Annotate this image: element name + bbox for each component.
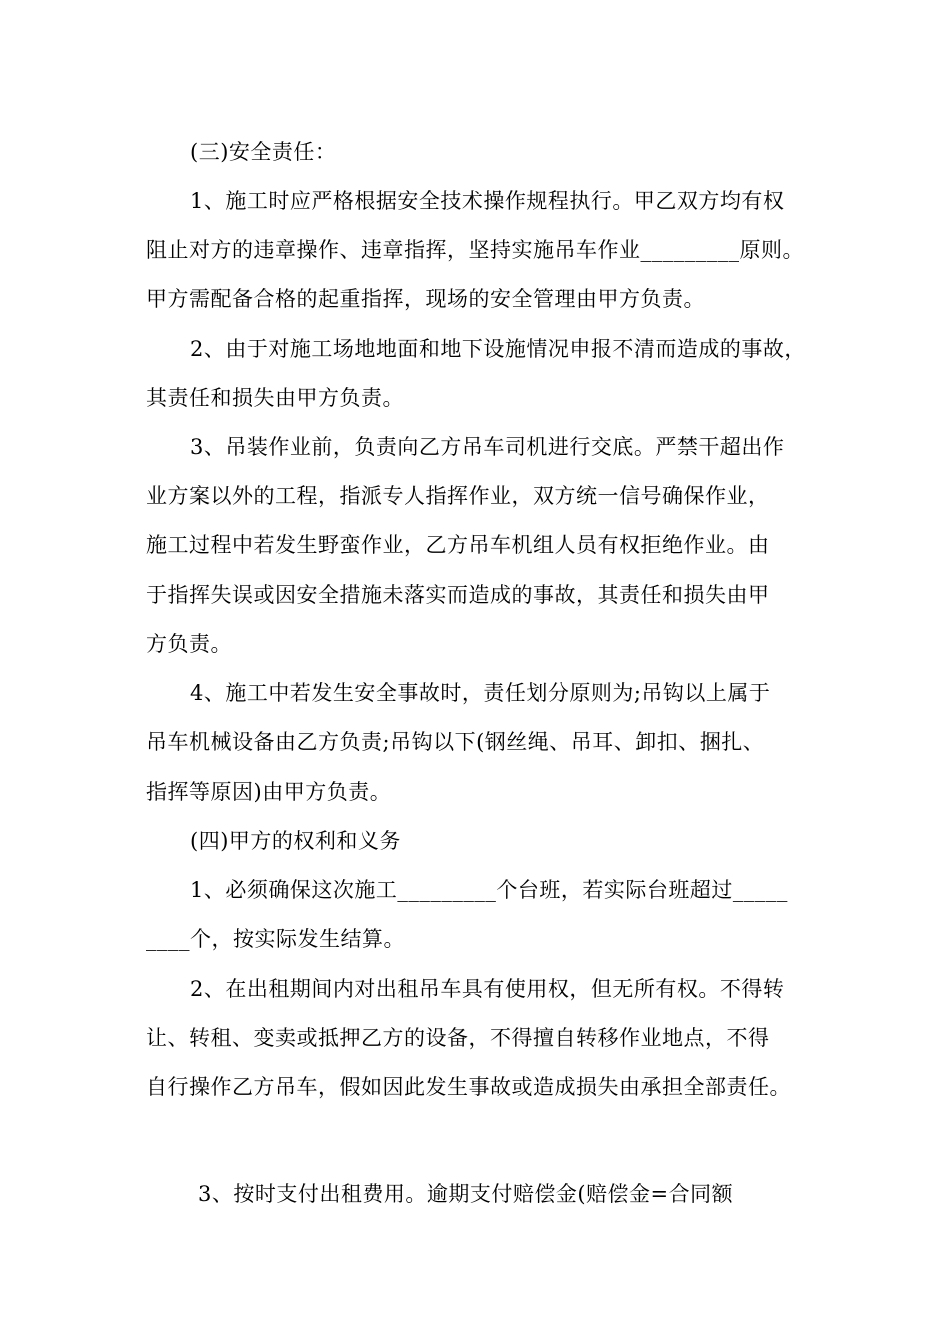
section-heading-safety: (三)安全责任： <box>190 140 337 164</box>
paragraph-line: 于指挥失误或因安全措施未落实而造成的事故，其责任和损失由甲 <box>146 583 770 607</box>
paragraph-line: 1、施工时应严格根据安全技术操作规程执行。甲乙双方均有权 <box>190 189 785 213</box>
paragraph-line: 方负责。 <box>146 632 232 656</box>
paragraph-line: ____个，按实际发生结算。 <box>146 927 405 951</box>
paragraph-line: 吊车机械设备由乙方负责;吊钩以下(钢丝绳、吊耳、卸扣、捆扎、 <box>146 730 765 754</box>
paragraph-line: 其责任和损失由甲方负责。 <box>146 386 404 410</box>
paragraph-line: 业方案以外的工程，指派专人指挥作业，双方统一信号确保作业， <box>146 484 770 508</box>
paragraph-line: 3、按时支付出租费用。逾期支付赔偿金(赔偿金=合同额 <box>198 1182 734 1206</box>
paragraph-line: 指挥等原因)由甲方负责。 <box>146 780 392 804</box>
paragraph-line: 1、必须确保这次施工_________个台班，若实际台班超过_____ <box>190 878 788 902</box>
paragraph-line: 3、吊装作业前，负责向乙方吊车司机进行交底。严禁干超出作 <box>190 435 785 459</box>
paragraph-line: 让、转租、变卖或抵押乙方的设备，不得擅自转移作业地点，不得 <box>146 1026 770 1050</box>
paragraph-line: 甲方需配备合格的起重指挥，现场的安全管理由甲方负责。 <box>146 287 705 311</box>
paragraph-line: 施工过程中若发生野蛮作业，乙方吊车机组人员有权拒绝作业。由 <box>146 533 770 557</box>
paragraph-line: 2、由于对施工场地地面和地下设施情况申报不清而造成的事故， <box>190 337 806 361</box>
paragraph-line: 4、施工中若发生安全事故时，责任划分原则为;吊钩以上属于 <box>190 681 771 705</box>
section-heading-party-a-rights: (四)甲方的权利和义务 <box>190 829 401 853</box>
paragraph-line: 2、在出租期间内对出租吊车具有使用权，但无所有权。不得转 <box>190 977 785 1001</box>
paragraph-line: 阻止对方的违章操作、违章指挥，坚持实施吊车作业_________原则。 <box>146 238 804 262</box>
paragraph-line: 自行操作乙方吊车，假如因此发生事故或造成损失由承担全部责任。 <box>146 1075 791 1099</box>
